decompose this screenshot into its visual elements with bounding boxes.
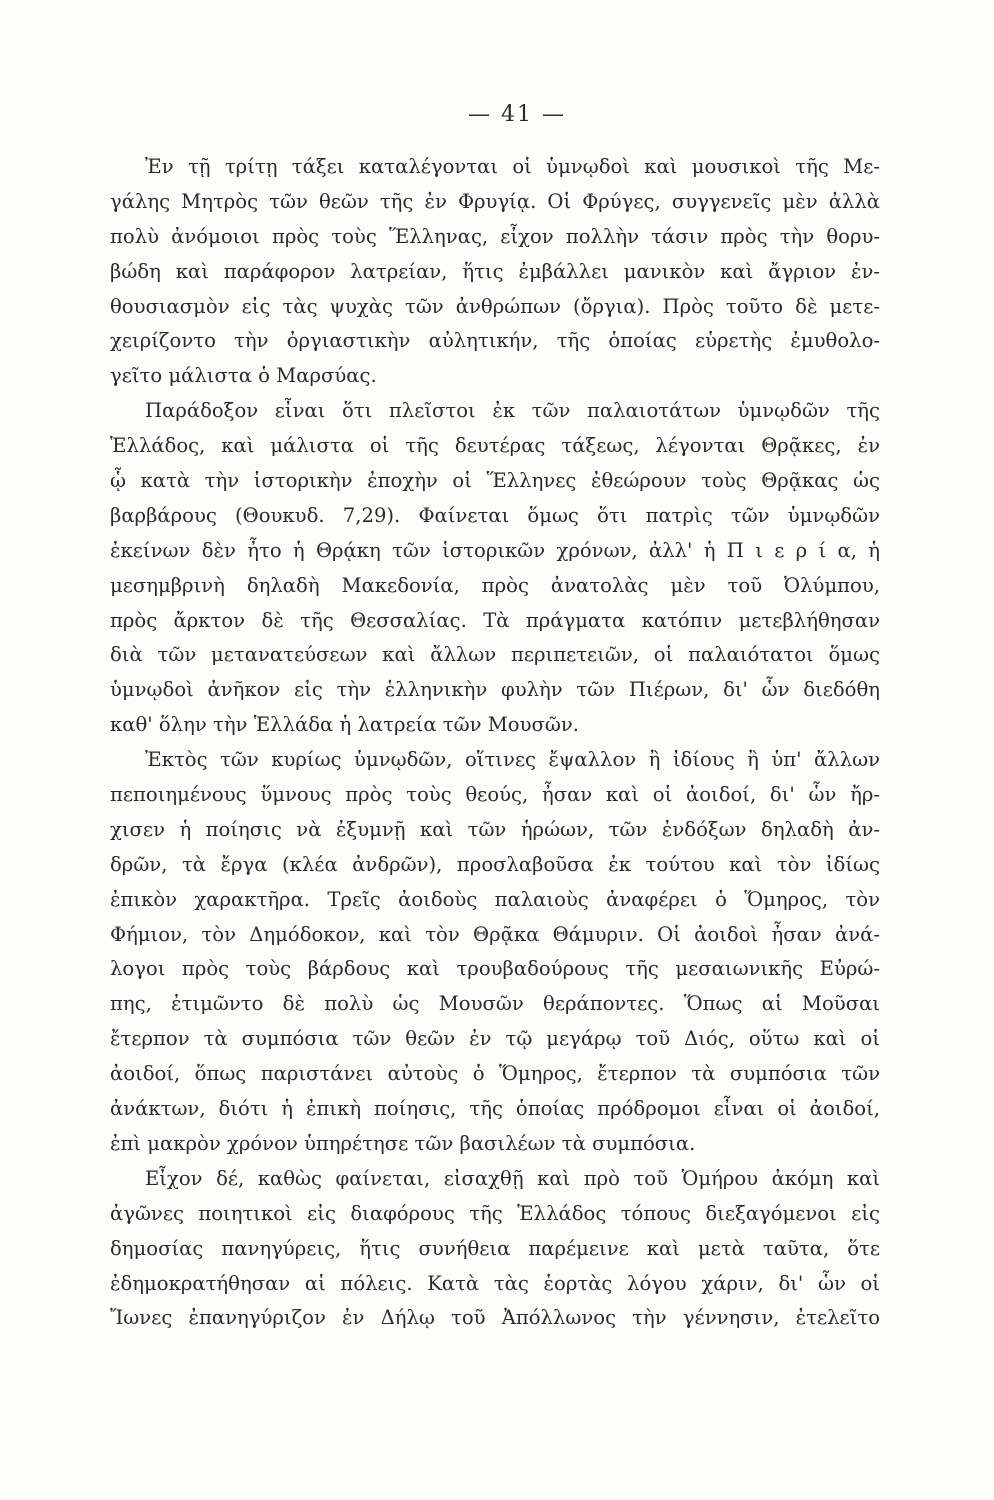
- text-line: χισεν ἡ ποίησις νὰ ἐξυμνῇ καὶ τῶν ἡρώων, τῶν ἐνδόξων δηλαδὴ ἀν-: [110, 817, 880, 841]
- text-line: ἐπικὸν χαρακτῆρα. Τρεῖς ἀοιδοὺς παλαιοὺς ἀναφέρει ὁ Ὅμηρος, τὸν: [110, 887, 880, 911]
- text-line: λογοι πρὸς τοὺς βάρδους καὶ τρουβαδούρους τῆς μεσαιωνικῆς Εὐρώ-: [110, 957, 880, 981]
- text-line: πολὺ ἀνόμοιοι πρὸς τοὺς Ἕλληνας, εἶχον πολλὴν τάσιν πρὸς τὴν θορυ-: [110, 224, 880, 248]
- text-line: ἀοιδοί, ὅπως παριστάνει αὐτοὺς ὁ Ὅμηρος, ἔτερπον τὰ συμπόσια τῶν: [110, 1062, 880, 1086]
- text-line: γάλης Μητρὸς τῶν θεῶν τῆς ἐν Φρυγίᾳ. Οἱ Φρύγες, συγγενεῖς μὲν ἀλλὰ: [110, 189, 880, 213]
- body-text: [110, 150, 880, 1336]
- text-line: Παράδοξον εἶναι ὅτι πλεῖστοι ἐκ τῶν παλαιοτάτων ὑμνῳδῶν τῆς: [145, 399, 880, 423]
- text-line: καθ' ὅλην τὴν Ἑλλάδα ἡ λατρεία τῶν Μουσῶν.: [110, 713, 579, 737]
- text-line: ἔτερπον τὰ συμπόσια τῶν θεῶν ἐν τῷ μεγάρῳ τοῦ Διός, οὕτω καὶ οἱ: [110, 1027, 880, 1051]
- text-line: θουσιασμὸν εἰς τὰς ψυχὰς τῶν ἀνθρώπων (ὄργια). Πρὸς τοῦτο δὲ μετε-: [110, 294, 880, 318]
- text-line: βώδη καὶ παράφορον λατρείαν, ἥτις ἐμβάλλει μανικὸν καὶ ἄγριον ἐν-: [110, 259, 880, 283]
- text-line: πεποιημένους ὕμνους πρὸς τοὺς θεούς, ἦσαν καὶ οἱ ἀοιδοί, δι' ὧν ἤρ-: [110, 783, 880, 807]
- text-line: ἀγῶνες ποιητικοὶ εἰς διαφόρους τῆς Ἑλλάδος τόπους διεξαγόμενοι εἰς: [110, 1201, 880, 1225]
- text-line: Ἐκτὸς τῶν κυρίως ὑμνῳδῶν, οἵτινες ἔψαλλον ἢ ἰδίους ἢ ὑπ' ἄλλων: [145, 748, 880, 772]
- text-line: Εἶχον δέ, καθὼς φαίνεται, εἰσαχθῇ καὶ πρὸ τοῦ Ὁμήρου ἀκόμη καὶ: [145, 1166, 880, 1190]
- text-line: Ἴωνες ἐπανηγύριζον ἐν Δήλῳ τοῦ Ἀπόλλωνος τὴν γέννησιν, ἐτελεῖτο: [110, 1306, 880, 1330]
- text-line: ἐκείνων δὲν ἦτο ἡ Θρᾴκη τῶν ἱστορικῶν χρόνων, ἀλλ' ἡ Π ι ε ρ ί α, ἡ: [110, 538, 880, 562]
- text-line: μεσημβρινὴ δηλαδὴ Μακεδονία, πρὸς ἀνατολὰς μὲν τοῦ Ὀλύμπου,: [110, 573, 880, 597]
- paragraph: [110, 394, 880, 743]
- text-line: βαρβάρους (Θουκυδ. 7,29). Φαίνεται ὅμως ὅτι πατρὶς τῶν ὑμνῳδῶν: [110, 503, 880, 527]
- text-line: ἐδημοκρατήθησαν αἱ πόλεις. Κατὰ τὰς ἑορτὰς λόγου χάριν, δι' ὧν οἱ: [110, 1271, 880, 1295]
- text-line: Φήμιον, τὸν Δημόδοκον, καὶ τὸν Θρᾷκα Θάμυριν. Οἱ ἀοιδοὶ ἦσαν ἀνά-: [110, 922, 880, 946]
- text-line: διὰ τῶν μετανατεύσεων καὶ ἄλλων περιπετειῶν, οἱ παλαιότατοι ὅμως: [110, 643, 880, 667]
- text-line: πρὸς ἄρκτον δὲ τῆς Θεσσαλίας. Τὰ πράγματα κατόπιν μετεβλήθησαν: [110, 608, 880, 632]
- text-line: Ἐν τῇ τρίτῃ τάξει καταλέγονται οἱ ὑμνῳδοὶ καὶ μουσικοὶ τῆς Με-: [145, 155, 880, 178]
- text-line: ἐπὶ μακρὸν χρόνον ὑπηρέτησε τῶν βασιλέων τὰ συμπόσια.: [110, 1131, 696, 1155]
- paragraph: [110, 743, 880, 1162]
- text-line: ἀνάκτων, διότι ἡ ἐπικὴ ποίησις, τῆς ὁποίας πρόδρομοι εἶναι οἱ ἀοιδοί,: [110, 1097, 880, 1121]
- text-line: ᾧ κατὰ τὴν ἱστορικὴν ἐποχὴν οἱ Ἕλληνες ἐθεώρουν τοὺς Θρᾷκας ὡς: [110, 469, 880, 493]
- text-line: γεῖτο μάλιστα ὁ Μαρσύας.: [110, 364, 377, 388]
- text-line: χειρίζοντο τὴν ὀργιαστικὴν αὐλητικήν, τῆς ὁποίας εὑρετὴς ἐμυθολο-: [110, 329, 880, 353]
- text-line: Ἑλλάδος, καὶ μάλιστα οἱ τῆς δευτέρας τάξεως, λέγονται Θρᾷκες, ἐν: [110, 434, 880, 458]
- text-line: δρῶν, τὰ ἔργα (κλέα ἀνδρῶν), προσλαβοῦσα ἐκ τούτου καὶ τὸν ἰδίως: [110, 852, 880, 876]
- paragraph: [110, 150, 880, 394]
- text-line: ὑμνῳδοὶ ἀνῆκον εἰς τὴν ἑλληνικὴν φυλὴν τῶν Πιέρων, δι' ὧν διεδόθη: [110, 678, 880, 702]
- paragraph: [110, 1162, 880, 1336]
- page-number: — 41 —: [468, 102, 566, 127]
- text-line: πης, ἐτιμῶντο δὲ πολὺ ὡς Μουσῶν θεράποντες. Ὅπως αἱ Μοῦσαι: [110, 992, 880, 1016]
- text-line: δημοσίας πανηγύρεις, ἥτις συνήθεια παρέμεινε καὶ μετὰ ταῦτα, ὅτε: [110, 1236, 880, 1260]
